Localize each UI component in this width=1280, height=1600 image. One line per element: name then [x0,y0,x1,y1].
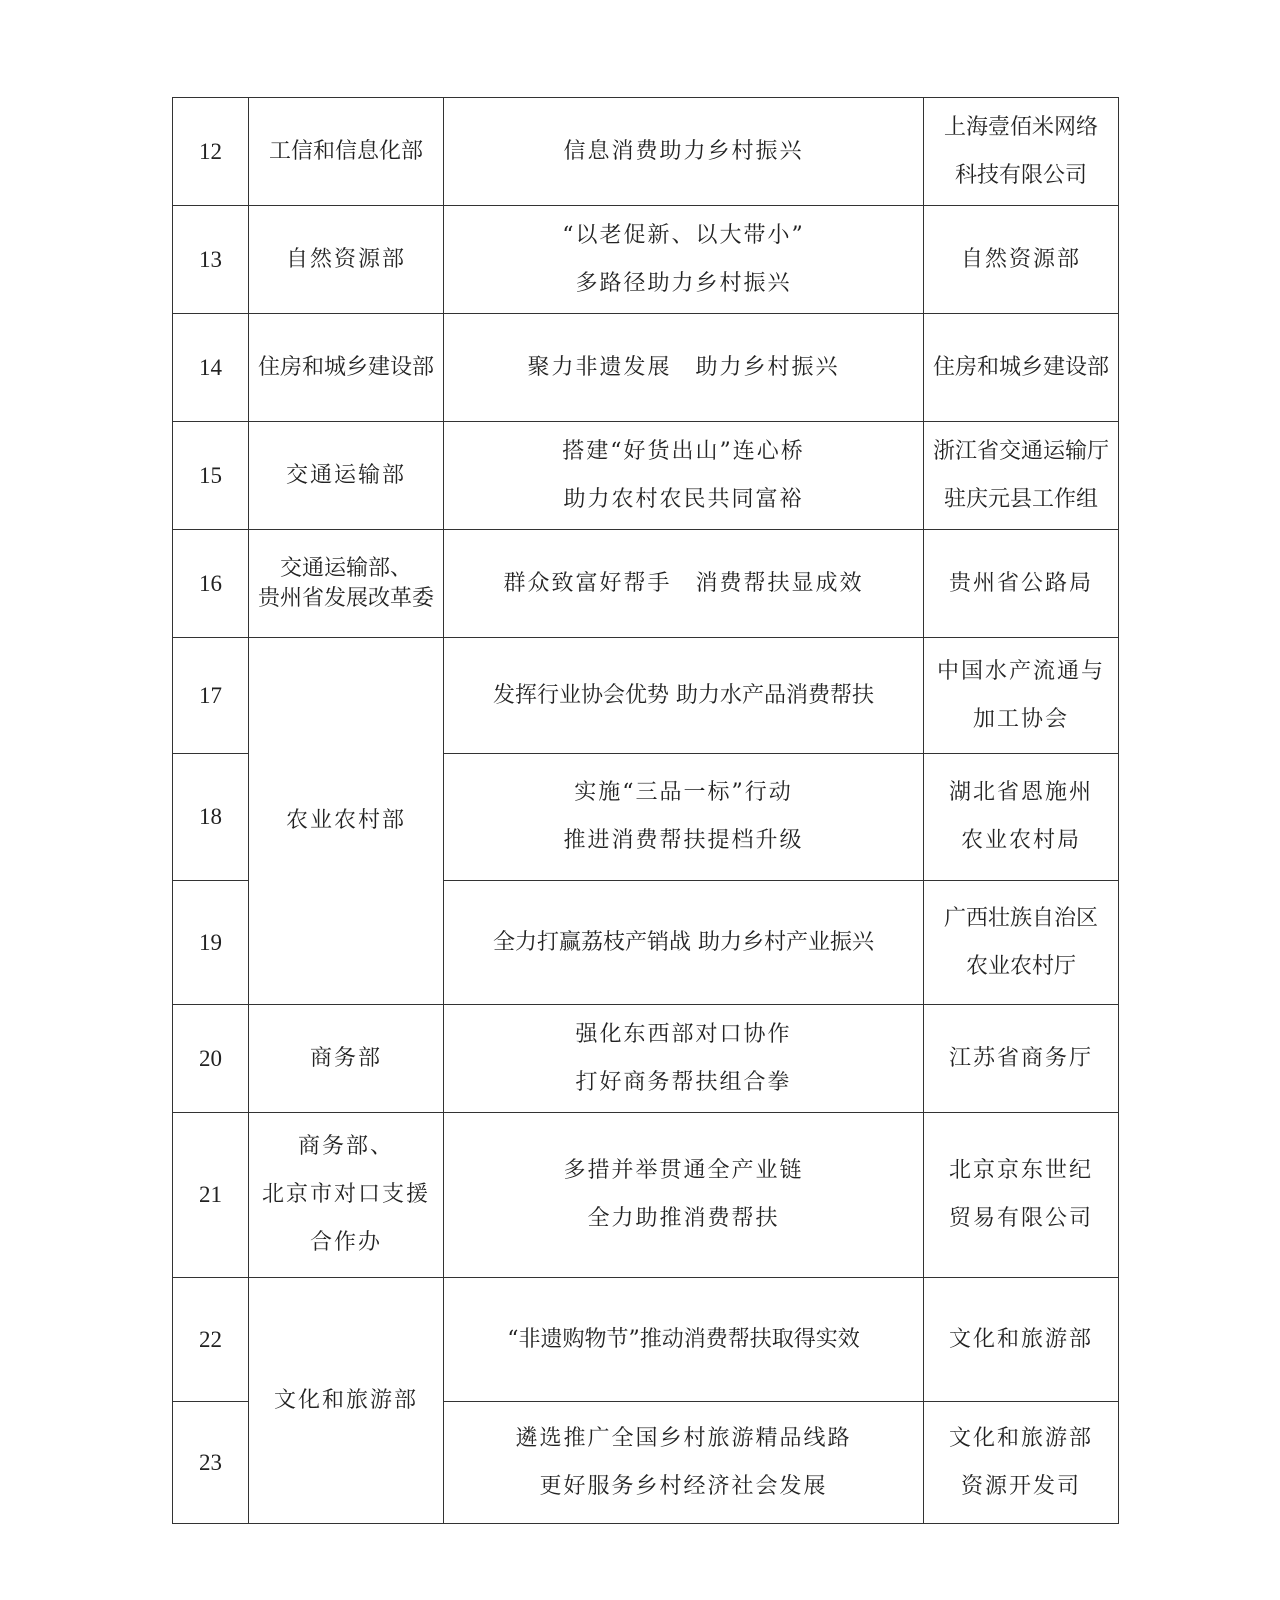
case-title-text: 群众致富好帮手 消费帮扶显成效 [503,570,864,596]
cases-table-body [173,98,1119,1524]
table-row [173,1113,1119,1278]
unit-cell [924,1402,1119,1524]
case-title-text: 更好服务乡村经济社会发展 [539,1473,828,1499]
case-title-cell [444,881,924,1005]
case-title-text: 多路径助力乡村振兴 [575,270,792,296]
department-text: 交通运输部 [285,462,406,488]
case-title-text: 搭建“好货出山”连心桥 [562,438,805,464]
case-title-text: 遴选推广全国乡村旅游精品线路 [515,1425,852,1451]
department-cell [249,1113,444,1278]
row-number-cell [173,206,249,314]
row-number-cell [173,1113,249,1278]
table-row [173,314,1119,422]
unit-text: 北京京东世纪 [948,1158,1093,1183]
case-title-text: 全力助推消费帮扶 [587,1206,780,1231]
case-title-cell [444,638,924,754]
case-title-text: 发挥行业协会优势 助力水产品消费帮扶 [493,682,874,708]
row-number: 19 [199,929,222,955]
unit-text: 浙江省交通运输厅 [932,438,1109,464]
row-number: 17 [199,682,222,708]
department-cell [249,314,444,422]
row-number-cell [173,754,249,881]
row-number: 16 [199,570,222,596]
unit-text: 贵州省公路局 [948,570,1093,596]
case-title-text: 聚力非遗发展 助力乡村振兴 [527,354,840,380]
row-number: 23 [199,1449,222,1475]
case-title-text: 打好商务帮扶组合拳 [575,1069,792,1095]
unit-text: 加工协会 [972,706,1069,732]
row-number-cell [173,638,249,754]
unit-cell [924,638,1119,754]
table-row [173,1278,1119,1402]
case-title-cell [444,1402,924,1524]
row-number-cell [173,314,249,422]
row-number-cell [173,881,249,1005]
unit-text: 驻庆元县工作组 [943,486,1098,512]
row-number: 22 [199,1326,222,1352]
case-title-cell [444,206,924,314]
department-text: 交通运输部、 [279,555,412,581]
case-title-cell [444,1113,924,1278]
row-number: 14 [199,354,222,380]
case-title-text: 多措并举贯通全产业链 [563,1158,804,1183]
case-title-cell [444,98,924,206]
unit-text: 科技有限公司 [954,162,1087,188]
unit-cell [924,754,1119,881]
unit-text: 中国水产流通与 [936,658,1105,684]
unit-cell [924,98,1119,206]
department-text: 住房和城乡建设部 [257,354,434,380]
case-title-cell [444,314,924,422]
case-title-text: “以老促新、以大带小” [562,222,805,248]
unit-text: 自然资源部 [960,246,1081,272]
department-text: 贵州省发展改革委 [257,585,434,611]
row-number-cell [173,530,249,638]
unit-text: 上海壹佰米网络 [943,114,1098,140]
department-text: 北京市对口支援 [261,1182,430,1207]
unit-text: 农业农村局 [960,828,1081,853]
unit-cell [924,314,1119,422]
row-number-cell [173,422,249,530]
row-number-cell [173,1005,249,1113]
unit-cell [924,881,1119,1005]
department-text: 合作办 [309,1230,382,1255]
unit-cell [924,1113,1119,1278]
unit-text: 资源开发司 [960,1473,1081,1499]
table-row [173,206,1119,314]
row-number: 12 [199,138,222,164]
case-title-cell [444,1005,924,1113]
row-number: 15 [199,462,222,488]
unit-text: 湖北省恩施州 [948,780,1093,805]
unit-text: 住房和城乡建设部 [932,354,1109,380]
department-text: 农业农村部 [285,808,406,833]
case-title-cell [444,530,924,638]
unit-cell [924,206,1119,314]
case-title-cell [444,754,924,881]
case-title-text: 全力打赢荔枝产销战 助力乡村产业振兴 [493,929,874,955]
unit-cell [924,1005,1119,1113]
unit-cell [924,422,1119,530]
case-title-text: 推进消费帮扶提档升级 [563,828,804,853]
row-number: 13 [199,246,222,272]
department-cell [249,206,444,314]
unit-text: 广西壮族自治区 [943,905,1098,931]
row-number-cell [173,98,249,206]
department-text: 自然资源部 [285,246,406,272]
case-title-cell [444,1278,924,1402]
row-number: 21 [199,1182,222,1207]
case-title-cell [444,422,924,530]
department-cell [249,1005,444,1113]
unit-text: 文化和旅游部 [948,1425,1093,1451]
department-cell [249,98,444,206]
unit-text: 农业农村厅 [965,953,1076,979]
row-number: 20 [199,1045,222,1071]
case-title-text: 助力农村农民共同富裕 [563,486,804,512]
cases-table [172,97,1119,1524]
department-cell [249,422,444,530]
table-row [173,1005,1119,1113]
unit-text: 文化和旅游部 [948,1326,1093,1352]
department-text: 商务部、 [297,1134,394,1159]
unit-cell [924,1278,1119,1402]
case-title-text: 实施“三品一标”行动 [574,780,793,805]
table-row [173,638,1119,754]
row-number: 18 [199,804,222,829]
unit-text: 江苏省商务厅 [948,1045,1093,1071]
table-row [173,422,1119,530]
department-cell [249,638,444,1005]
row-number-cell [173,1278,249,1402]
unit-text: 贸易有限公司 [948,1206,1093,1231]
unit-cell [924,530,1119,638]
department-text: 文化和旅游部 [273,1387,418,1413]
case-title-text: 强化东西部对口协作 [575,1021,792,1047]
table-row [173,530,1119,638]
row-number-cell [173,1402,249,1524]
case-title-text: “非遗购物节”推动消费帮扶取得实效 [507,1326,860,1352]
department-cell [249,1278,444,1524]
case-title-text: 信息消费助力乡村振兴 [563,138,804,164]
table-row [173,98,1119,206]
department-text: 商务部 [309,1045,382,1071]
department-text: 工信和信息化部 [268,138,423,164]
department-cell [249,530,444,638]
